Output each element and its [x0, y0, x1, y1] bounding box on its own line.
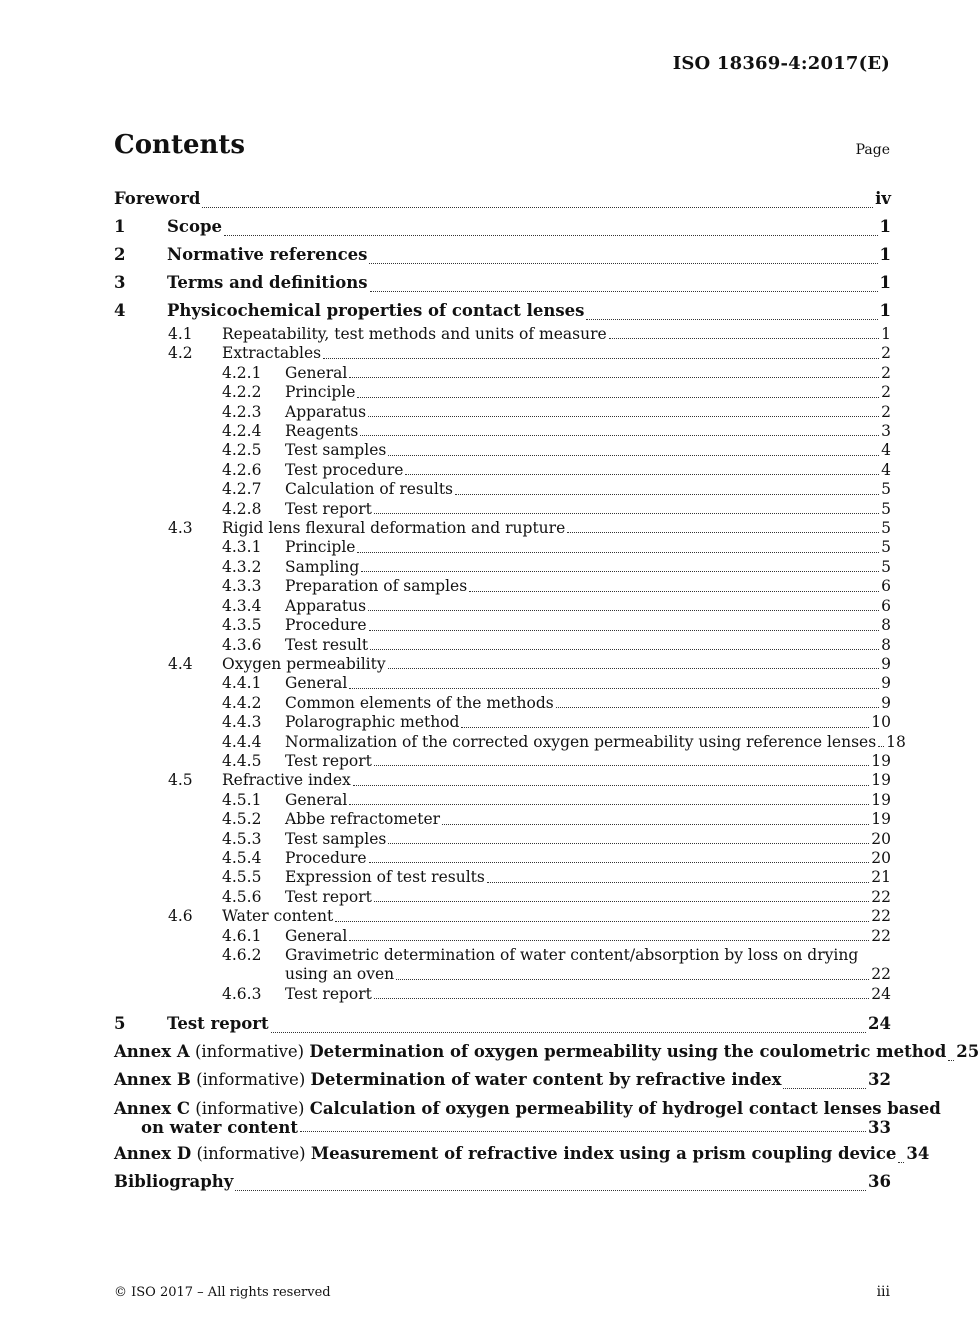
dot-leader: [369, 862, 870, 863]
toc-entry-page: 34: [906, 1144, 930, 1164]
toc-entry[interactable]: [114, 888, 891, 907]
dot-leader: [353, 785, 870, 786]
toc-entry-title: Preparation of samples: [285, 577, 468, 596]
toc-entry-number: 4.4.2: [222, 693, 262, 712]
toc-entry-number: 4.2.1: [222, 363, 262, 382]
toc-entry-title: Test procedure: [285, 460, 404, 479]
toc-entry-number: 4.3: [168, 519, 193, 538]
dot-leader: [368, 610, 879, 611]
toc-annex-entry[interactable]: [114, 1038, 979, 1066]
toc-entry[interactable]: [114, 849, 891, 868]
toc-entry-number: 4.2: [168, 344, 193, 363]
dot-leader: [271, 1032, 866, 1033]
annex-title: Calculation of oxygen permeability of hydrogel contact lenses based: [309, 1099, 941, 1119]
toc-entry[interactable]: [114, 185, 891, 213]
toc-entry-title: Test report: [285, 984, 372, 1003]
toc-entry-title: General: [285, 674, 348, 693]
page-title: Contents: [114, 130, 246, 160]
toc-entry-page: 19: [871, 790, 891, 809]
toc-entry-page: 4: [881, 460, 891, 479]
dot-leader: [487, 882, 869, 883]
toc-entry-title: Physicochemical properties of contact lenses: [167, 301, 585, 320]
toc-entry[interactable]: [114, 213, 891, 241]
toc-entry-page: 5: [881, 557, 891, 576]
dot-leader: [361, 571, 879, 572]
toc-bibliography-entry[interactable]: [114, 1168, 891, 1196]
annex-type: (informative): [196, 1144, 306, 1164]
toc-entry[interactable]: [114, 771, 891, 790]
toc-entry-page: 5: [881, 519, 891, 538]
page-number: iii: [876, 1284, 890, 1300]
toc-entry-title: Foreword: [114, 189, 201, 208]
toc-entry-title-continued: using an oven: [285, 965, 395, 984]
toc-entry-page: 4: [881, 441, 891, 460]
dot-leader: [357, 397, 879, 398]
toc-entry-page: 36: [868, 1172, 891, 1192]
toc-entry-number: 4.2.8: [222, 499, 262, 518]
dot-leader: [455, 494, 879, 495]
toc-entry-title: Apparatus: [285, 402, 367, 421]
dot-leader: [370, 649, 879, 650]
toc-entry[interactable]: [114, 791, 891, 810]
toc-entry-number: 4.2.2: [222, 383, 262, 402]
dot-leader: [461, 727, 869, 728]
annex-title: Determination of water content by refractive index: [310, 1070, 782, 1090]
dot-leader: [349, 377, 879, 378]
toc-entry-page: 9: [881, 654, 891, 673]
toc-entry-number: 4.5.2: [222, 810, 262, 829]
copyright-notice: © ISO 2017 – All rights reserved: [114, 1285, 331, 1300]
annex-label: Annex B: [114, 1070, 191, 1090]
toc-entry[interactable]: [114, 383, 891, 402]
dot-leader: [369, 263, 877, 264]
toc-entry-page: 2: [881, 344, 891, 363]
toc-entry-title: Calculation of results: [285, 480, 454, 499]
toc-entry-number: 4.2.4: [222, 422, 262, 441]
toc-entry-number: 4.2.6: [222, 460, 262, 479]
dot-leader: [898, 1162, 904, 1163]
toc-entry[interactable]: [114, 732, 906, 752]
toc-entry-title: Apparatus: [285, 596, 367, 615]
toc-entry-title: Gravimetric determination of water content/absorption by loss on drying: [285, 946, 859, 964]
toc-entry-number: 4.4.4: [222, 732, 262, 751]
toc-entry-number: 4.5.1: [222, 790, 262, 809]
toc-entry[interactable]: [114, 655, 891, 674]
toc-entry[interactable]: [114, 500, 891, 519]
dot-leader: [323, 358, 879, 359]
toc-entry-page: 21: [871, 868, 891, 887]
toc-entry-page: 1: [879, 245, 891, 264]
toc-entry[interactable]: [114, 538, 891, 557]
dot-leader: [349, 804, 869, 805]
annex-type: (informative): [196, 1070, 306, 1090]
toc-entry-title: Procedure: [285, 616, 367, 635]
toc-entry-title: Sampling: [285, 557, 360, 576]
toc-entry-number: 4.6.2: [222, 946, 262, 964]
toc-entry-title: General: [285, 926, 348, 945]
toc-entry-title: Normative references: [167, 245, 368, 264]
toc-entry-number: 4.4.1: [222, 674, 262, 693]
dot-leader: [374, 513, 879, 514]
toc-entry-page: 2: [881, 402, 891, 421]
annex-title: Determination of oxygen permeability using the coulometric method: [309, 1042, 947, 1062]
toc-entry-title: Abbe refractometer: [285, 810, 441, 829]
toc-entry-page: 18: [886, 732, 906, 751]
toc-entry-title: Test result: [285, 635, 369, 654]
dot-leader: [567, 532, 879, 533]
toc-entry-page: 3: [881, 422, 891, 441]
dot-leader: [609, 338, 879, 339]
toc-annex-entry[interactable]: [114, 1066, 891, 1094]
toc-entry-page: 1: [879, 273, 891, 292]
toc-entry-number: 4.5.3: [222, 829, 262, 848]
toc-entry[interactable]: [114, 403, 891, 422]
annex-label: Annex C: [114, 1099, 191, 1119]
toc-entry-title: Procedure: [285, 848, 367, 867]
toc-entry-page: 9: [881, 693, 891, 712]
toc-entry-title: Rigid lens flexural deformation and rupture: [222, 519, 566, 538]
dot-leader: [360, 435, 879, 436]
toc-entry[interactable]: [114, 946, 891, 985]
toc-entry-page: 6: [881, 577, 891, 596]
toc-entry-number: 5: [114, 1014, 126, 1034]
toc-entry-title: Refractive index: [222, 771, 351, 790]
toc-entry-page: 32: [868, 1070, 891, 1090]
toc-entry-page: 1: [881, 325, 891, 343]
toc-entry-title: Oxygen permeability: [222, 654, 386, 673]
toc-entry-page: 20: [871, 829, 891, 848]
toc-entry-page: 1: [879, 301, 891, 320]
toc-entry[interactable]: [114, 344, 891, 363]
toc-entry[interactable]: [114, 269, 891, 297]
toc-entry-title: Test samples: [285, 829, 387, 848]
toc-entry-page: 5: [881, 480, 891, 499]
toc-entry[interactable]: [114, 577, 891, 596]
dot-leader: [469, 591, 879, 592]
toc-entry-page: 19: [871, 810, 891, 829]
toc-entry-title: Bibliography: [114, 1172, 234, 1192]
dot-leader: [396, 979, 869, 980]
toc-entry-number: 4.3.5: [222, 616, 262, 635]
toc-entry-number: 4.6: [168, 907, 193, 926]
toc-entry-title: Test report: [285, 751, 372, 770]
dot-leader: [586, 319, 877, 320]
toc-entry-title: General: [285, 790, 348, 809]
dot-leader: [388, 668, 880, 669]
toc-entry[interactable]: [114, 297, 891, 325]
toc-entry[interactable]: [114, 907, 891, 926]
annex-title: Measurement of refractive index using a prism coupling device: [310, 1144, 897, 1164]
toc-entry-number: 2: [114, 245, 126, 264]
toc-entry-title: Common elements of the methods: [285, 693, 554, 712]
toc-entry-page: 9: [881, 674, 891, 693]
toc-entry-page: 22: [871, 965, 891, 984]
toc-entry-number: 4.5.5: [222, 868, 262, 887]
toc-entry-number: 4: [114, 301, 126, 320]
toc-entry-number: 4.3.4: [222, 596, 262, 615]
dot-leader: [300, 1131, 866, 1132]
toc-entry-number: 4.5.4: [222, 848, 262, 867]
toc-entry-number: 4.2.3: [222, 402, 262, 421]
toc-entry[interactable]: [114, 441, 891, 460]
dot-leader: [374, 901, 869, 902]
toc-entry-number: 4.2.5: [222, 441, 262, 460]
toc-entry[interactable]: [114, 868, 891, 887]
toc-entry[interactable]: [114, 519, 891, 538]
dot-leader: [388, 843, 869, 844]
dot-leader: [349, 688, 879, 689]
toc-entry-title: Scope: [167, 217, 223, 236]
toc-entry[interactable]: [114, 597, 891, 616]
dot-leader: [374, 765, 869, 766]
toc-entry-page: 5: [881, 499, 891, 518]
dot-leader: [202, 207, 873, 208]
dot-leader: [442, 824, 869, 825]
annex-type: (informative): [194, 1042, 305, 1062]
toc-entry-page: 22: [871, 887, 891, 906]
dot-leader: [235, 1190, 866, 1191]
toc-entry[interactable]: [114, 810, 891, 829]
toc-entry[interactable]: [114, 364, 891, 383]
dot-leader: [224, 235, 878, 236]
toc-entry-title: Principle: [285, 383, 356, 402]
toc-entry-title: Extractables: [222, 344, 322, 363]
toc-entry-number: 4.5: [168, 771, 193, 790]
dot-leader: [349, 940, 869, 941]
toc-entry-number: 3: [114, 273, 126, 292]
toc-entry-page: 5: [881, 538, 891, 557]
annex-type: (informative): [195, 1099, 305, 1119]
annex-label: Annex A: [114, 1042, 190, 1062]
toc-entry-number: 4.4: [168, 654, 193, 673]
toc-entry-title: Test report: [285, 499, 372, 518]
toc-entry[interactable]: [114, 241, 891, 269]
toc-entry-page: iv: [875, 189, 891, 208]
toc-entry-page: 33: [868, 1118, 891, 1138]
toc-entry[interactable]: [114, 325, 891, 344]
toc-entry-page: 22: [871, 907, 891, 926]
table-of-contents: [114, 185, 979, 1196]
toc-entry-page: 2: [881, 383, 891, 402]
toc-entry-title: Polarographic method: [285, 713, 460, 732]
dot-leader: [878, 746, 884, 747]
toc-annex-entry[interactable]: [114, 1094, 941, 1140]
toc-entry-page: 25: [956, 1042, 979, 1062]
dot-leader: [368, 416, 879, 417]
toc-annex-entry[interactable]: [114, 1140, 930, 1168]
dot-leader: [335, 921, 869, 922]
toc-entry-page: 10: [871, 713, 891, 732]
toc-entry-page: 8: [881, 635, 891, 654]
toc-entry[interactable]: [114, 558, 891, 577]
toc-entry-page: 2: [881, 363, 891, 382]
toc-entry-number: 4.6.1: [222, 926, 262, 945]
toc-entry[interactable]: [114, 636, 891, 655]
document-id: ISO 18369-4:2017(E): [672, 53, 890, 74]
dot-leader: [556, 707, 879, 708]
toc-entry[interactable]: [114, 985, 891, 1004]
toc-entry[interactable]: [114, 694, 891, 713]
page-column-label: Page: [855, 142, 890, 158]
toc-entry[interactable]: [114, 927, 891, 946]
toc-entry-number: 4.3.1: [222, 538, 262, 557]
dot-leader: [783, 1088, 866, 1089]
toc-entry-page: 1: [879, 217, 891, 236]
toc-entry-title: Water content: [222, 907, 334, 926]
toc-entry-number: 4.5.6: [222, 887, 262, 906]
toc-entry-number: 4.3.6: [222, 635, 262, 654]
toc-entry-title: Test report: [167, 1014, 269, 1034]
toc-entry-page: 24: [868, 1014, 891, 1034]
toc-entry-title: Normalization of the corrected oxygen permeability using reference lenses: [285, 732, 877, 751]
toc-entry[interactable]: [114, 752, 891, 771]
toc-entry-number: 4.4.3: [222, 713, 262, 732]
toc-entry[interactable]: [114, 1010, 891, 1038]
dot-leader: [388, 455, 879, 456]
dot-leader: [374, 998, 869, 999]
toc-entry-number: 4.1: [168, 325, 193, 343]
dot-leader: [370, 291, 878, 292]
toc-entry[interactable]: [114, 461, 891, 480]
toc-entry-page: 24: [871, 984, 891, 1003]
toc-entry-title: General: [285, 363, 348, 382]
toc-entry-title: Expression of test results: [285, 868, 485, 887]
toc-entry-page: 19: [871, 771, 891, 790]
toc-entry-page: 22: [871, 926, 891, 945]
toc-entry-title: Test report: [285, 887, 372, 906]
dot-leader: [357, 552, 879, 553]
toc-entry-page: 20: [871, 848, 891, 867]
toc-entry-title: Repeatability, test methods and units of measure: [222, 325, 607, 343]
toc-entry-page: 8: [881, 616, 891, 635]
toc-entry-title: Reagents: [285, 422, 359, 441]
toc-entry-number: 4.3.3: [222, 577, 262, 596]
toc-entry[interactable]: [114, 830, 891, 849]
toc-entry-number: 4.4.5: [222, 751, 262, 770]
toc-entry[interactable]: [114, 480, 891, 499]
annex-title-continued: on water content: [141, 1118, 298, 1138]
toc-entry-number: 4.6.3: [222, 984, 262, 1003]
toc-entry-title: Principle: [285, 538, 356, 557]
toc-entry-page: 6: [881, 596, 891, 615]
toc-entry-number: 1: [114, 217, 126, 236]
toc-entry[interactable]: [114, 422, 891, 441]
dot-leader: [369, 630, 880, 631]
toc-entry[interactable]: [114, 713, 891, 732]
toc-entry-page: 19: [871, 751, 891, 770]
toc-entry-number: 4.3.2: [222, 557, 262, 576]
toc-entry-title: Terms and definitions: [167, 273, 368, 292]
toc-entry[interactable]: [114, 616, 891, 635]
toc-entry[interactable]: [114, 674, 891, 693]
dot-leader: [948, 1060, 954, 1061]
toc-entry-number: 4.2.7: [222, 480, 262, 499]
dot-leader: [405, 474, 879, 475]
toc-entry-title: Test samples: [285, 441, 387, 460]
annex-label: Annex D: [114, 1144, 192, 1164]
